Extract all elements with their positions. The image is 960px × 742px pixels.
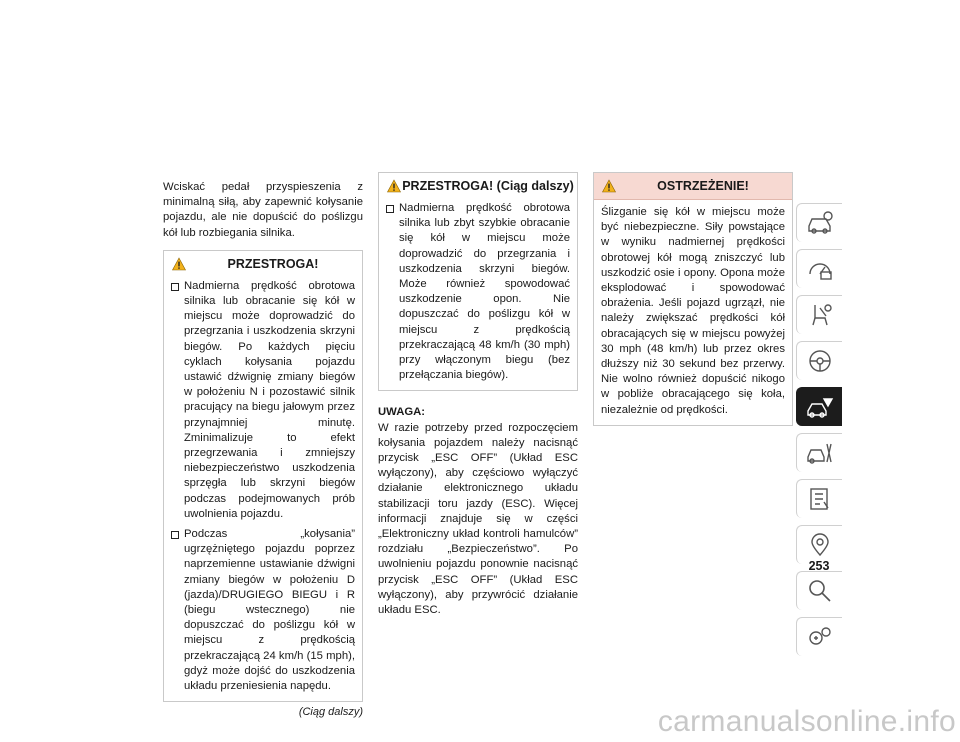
dashboard-warning-icon (806, 256, 834, 282)
continued-label: (Ciąg dalszy) (298, 706, 363, 719)
checkbox-bullet-icon (171, 531, 179, 539)
multimedia-icon (806, 624, 834, 650)
car-info-icon (806, 210, 834, 236)
chapter-tab[interactable] (796, 341, 842, 380)
list-item: Nadmierna prędkość obrotowa silnika lub zbyt szybkie obracanie się kół w miejscu może doprowadzić do przegrzania i uszkodzenia skrzyni biegów. Może również spowodować uszkodzenie opon. Nie dopuszczać do poślizgu kół w miejscu z prędkością przekraczającą 48 km/h (30 mph) przy włączonym biegu (bez przełączania biegów). (386, 201, 570, 383)
chapter-tabs (796, 203, 842, 663)
column-left (163, 180, 363, 721)
warning-text: Ślizganie się kół w miejscu może być niebezpieczne. Siły powstające w wyniku nadmiernej prędkości obrotowej kół mogą zniszczyć lub uszkodzić osie i opony. Opona może eksplodować i spowodować obrażenia. Jeśli pojazd ugrzązł, nie należy zwiększać prędkości kół obracających się w miejscu powyżej 30 mph (48 km/h) lub przez okres dłuższy niż 30 sekund bez przerwy. Nie wolno również dopuścić nikogo w pobliże obracającego się koła, niezależnie od prędkości. (601, 206, 785, 416)
note-text: W razie potrzeby przed rozpoczęciem kołysania pojazdem należy nacisnąć przycisk „ESC OFF” (Układ ESC wyłączony), aby częściowo wyłączyć działanie elektronicznego układu stabilizacji toru jazdy (ESC). Więcej informacji znajduje się w części „Elektroniczny układ kontroli hamulców” rozdziału „Bezpieczeństwo”. Po uwolnieniu pojazdu ponownie nacisnąć przycisk „ESC OFF” (Układ ESC wyłączony), aby przywrócić działanie układu ESC. (378, 421, 578, 617)
list-item: Nadmierna prędkość obrotowa silnika lub obracanie się kół w miejscu może doprowadzić do przegrzania i uszkodzenia skrzyni biegów. Po każdych pięciu cyklach kołysania pojazdu ustawić dźwignię zmiany biegów w położeniu N i pozostawić silnik pracujący na biegu jałowym przez przynajmniej minutę. Zminimalizuje to efekt przegrzewania i zmniejszy niebezpieczeństwo uszkodzenia sprzęgła lub skrzyni biegów podczas podejmowanych prób uwolnienia pojazdu. (171, 279, 355, 522)
watermark: carmanualsonline.info (657, 705, 956, 738)
caution-box (163, 250, 363, 702)
checkbox-bullet-icon (171, 283, 179, 291)
car-service-tools-icon (806, 440, 834, 466)
chapter-tab[interactable] (796, 617, 842, 656)
caution-title: PRZESTROGA! (227, 256, 319, 271)
list-item: Podczas „kołysania” ugrzężniętego pojazdu poprzez naprzemienne ustawianie dźwigni zmiany biegów w położeniu D (jazda)/DRUGIEGO BIEGU i R (biegu wstecznego) nie dopuszczać do poślizgu kół w miejscu z prędkością przekraczającą 24 km/h (15 mph), gdyż może dojść do uszkodzenia układu przeniesienia napędu. (171, 527, 355, 694)
chapter-tab[interactable] (796, 433, 842, 472)
warning-header (594, 173, 792, 200)
column-middle (378, 172, 578, 618)
magnifier-icon (806, 578, 834, 604)
chapter-tab[interactable] (796, 571, 842, 610)
caution-continued-header (379, 173, 577, 199)
page-number: 253 (808, 559, 830, 573)
seat-safety-icon (806, 302, 834, 328)
chapter-tab-active[interactable] (796, 387, 842, 426)
car-starting-driving-icon (806, 394, 834, 420)
chapter-tab[interactable] (796, 479, 842, 518)
checklist-icon (806, 486, 834, 512)
caution-continued-box (378, 172, 578, 391)
warning-triangle-icon (172, 257, 186, 271)
chapter-tab[interactable] (796, 295, 842, 334)
intro-paragraph: Wciskać pedał przyspieszenia z minimalną siłą, aby zapewnić kołysanie pojazdu, ale nie dopuścić do poślizgu kół lub rozbiegania silnika. (163, 181, 363, 239)
steering-wheel-icon (806, 348, 834, 374)
chapter-tab[interactable] (796, 203, 842, 242)
caution-continued-title: PRZESTROGA! (Ciąg dalszy) (402, 179, 574, 193)
chapter-tab[interactable] (796, 249, 842, 288)
caution-header (164, 251, 362, 277)
note-title: UWAGA: (378, 406, 426, 419)
warning-triangle-icon (387, 179, 401, 193)
warning-triangle-icon (602, 179, 616, 193)
location-pin-icon (806, 532, 834, 558)
warning-box (593, 172, 793, 426)
warning-title: OSTRZEŻENIE! (657, 179, 749, 193)
column-right (593, 172, 793, 426)
checkbox-bullet-icon (386, 205, 394, 213)
